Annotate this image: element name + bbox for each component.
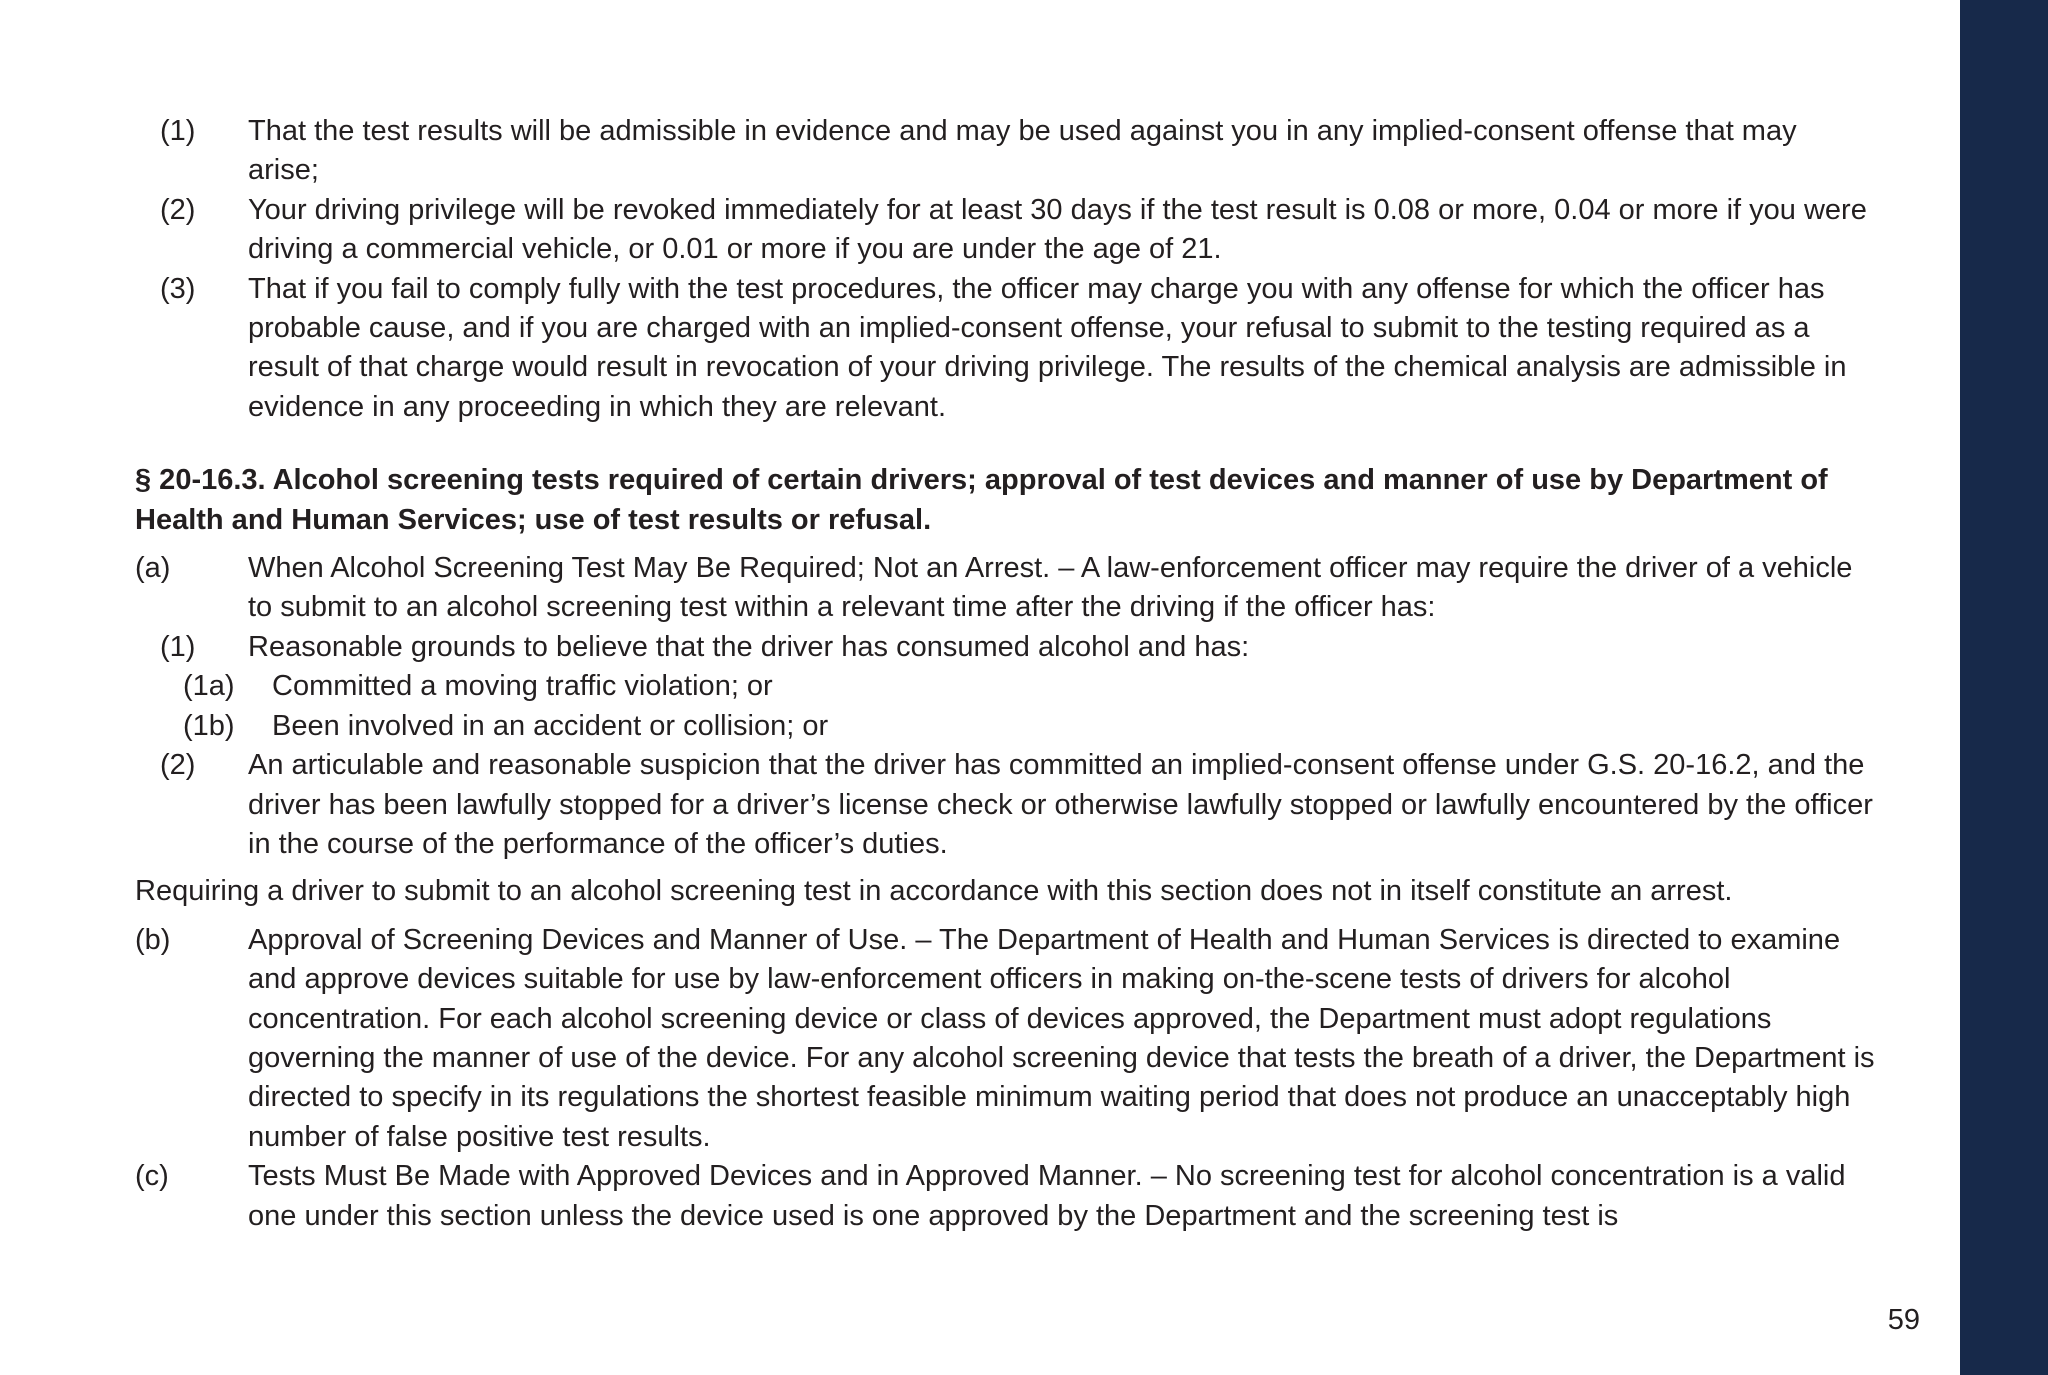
list-item-text: That the test results will be admissible in evidence and may be used against you in any implied-consent offense that may arise; — [248, 115, 1797, 187]
list-item — [135, 628, 1875, 667]
list-item-number: (1) — [160, 115, 196, 147]
list-item-text: Committed a moving traffic violation; or — [272, 670, 773, 703]
body-paragraph: Requiring a driver to submit to an alcohol screening test in accordance with this section does not in itself constitute an arrest. — [135, 875, 1733, 908]
subsection-b — [135, 921, 1875, 1157]
list-item — [135, 707, 1875, 746]
section-heading: § 20-16.3. Alcohol screening tests required of certain drivers; approval of test devices and manner of use by Department of Health and Human Services; use of test results or refusal. — [135, 464, 1828, 536]
document-body — [135, 112, 1875, 1236]
subsection-label: (c) — [135, 1160, 169, 1193]
sidebar-accent-bar — [1960, 0, 2048, 1375]
list-item-text: An articulable and reasonable suspicion that the driver has committed an implied-consent offense under G.S. 20-16.2, and the driver has been lawfully stopped for a driver’s license check or otherwise lawfully stopped or lawfully encountered by the officer in the course of the performance of the officer’s duties. — [248, 749, 1873, 860]
list-item-text: Reasonable grounds to believe that the driver has consumed alcohol and has: — [248, 630, 1250, 663]
page-number: 59 — [1887, 1304, 1920, 1336]
list-item-number: (1b) — [183, 709, 235, 742]
list-item-number: (3) — [160, 272, 196, 305]
subsection-label: (b) — [135, 923, 171, 956]
list-item — [135, 112, 1875, 191]
list-item — [135, 667, 1875, 706]
subsection-text: When Alcohol Screening Test May Be Required; Not an Arrest. – A law-enforcement officer may require the driver of a vehicle to submit to an alcohol screening test within a relevant time after the driving if the officer has: — [248, 552, 1853, 624]
list-item-number: (1a) — [183, 670, 235, 703]
list-item — [135, 191, 1875, 270]
subsection-text: Approval of Screening Devices and Manner of Use. – The Department of Health and Human Services is directed to examine and approve devices suitable for use by law-enforcement officers in making on-the-scene tests of drivers for alcohol concentration. For each alcohol screening device or class of devices approved, the Department must adopt regulations governing the manner of use of the device. For any alcohol screening device that tests the breath of a driver, the Department is directed to specify in its regulations the shortest feasible minimum waiting period that does not produce an unacceptably high number of false positive test results. — [248, 923, 1875, 1153]
list-item-text: That if you fail to comply fully with the test procedures, the officer may charge you with any offense for which the officer has probable cause, and if you are charged with an implied-consent offense, your refusal to submit to the testing required as a result of that charge would result in revocation of your driving privilege. The results of the chemical analysis are admissible in evidence in any proceeding in which they are relevant. — [248, 272, 1847, 423]
subsection-text: Tests Must Be Made with Approved Devices and in Approved Manner. – No screening test for alcohol concentration is a valid one under this section unless the device used is one approved by the Department and the screening test is — [248, 1160, 1846, 1232]
list-item — [135, 746, 1875, 864]
list-item-number: (2) — [160, 193, 196, 226]
subsection-c — [135, 1157, 1875, 1236]
list-item — [135, 270, 1875, 428]
list-item-text: Been involved in an accident or collision; or — [272, 709, 829, 742]
subsection-label: (a) — [135, 552, 171, 585]
list-item-number: (1) — [160, 630, 196, 663]
list-item-number: (2) — [160, 749, 196, 782]
list-item-text: Your driving privilege will be revoked immediately for at least 30 days if the test result is 0.08 or more, 0.04 or more if you were driving a commercial vehicle, or 0.01 or more if you are under the age of 21. — [248, 193, 1867, 266]
subsection-a — [135, 549, 1875, 628]
